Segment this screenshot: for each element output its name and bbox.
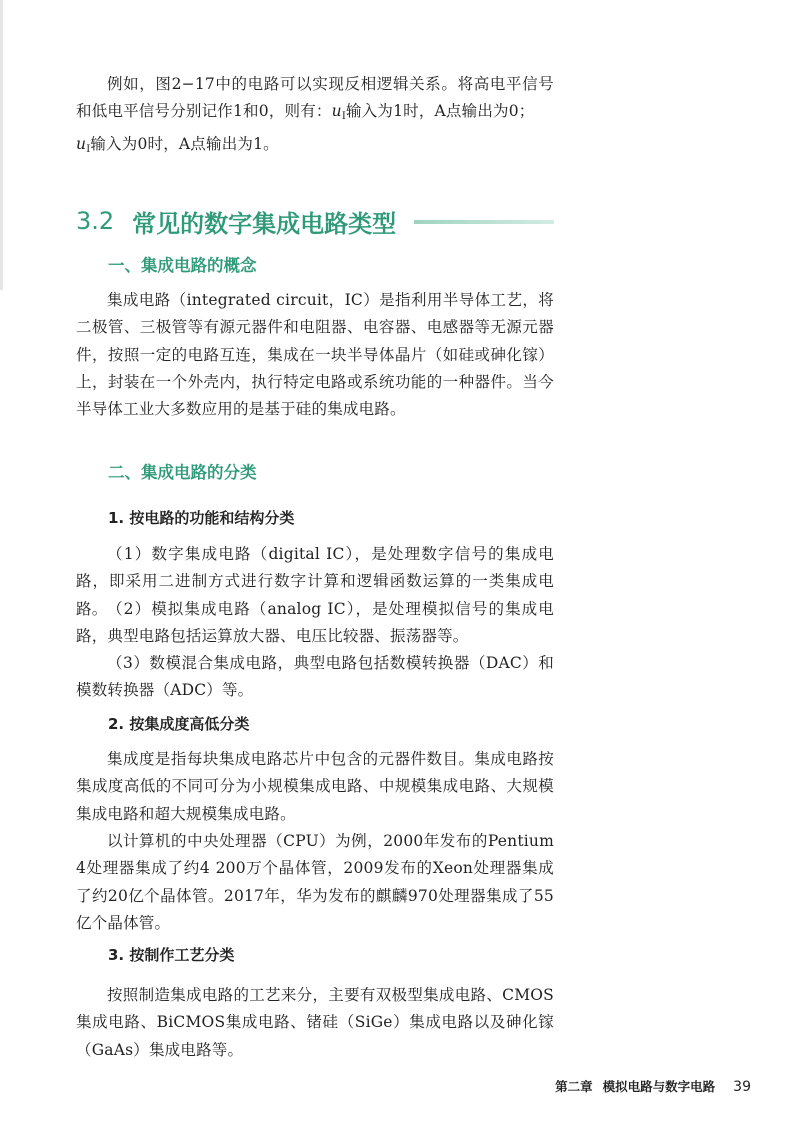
page-footer — [555, 1077, 751, 1095]
process-paragraph: 按照制造集成电路的工艺来分，主要有双极型集成电路、CMOS集成电路、BiCMOS集成电路、锗硅（SiGe）集成电路以及砷化镓（GaAs）集成电路等。 — [76, 986, 554, 1059]
section-rule — [414, 220, 554, 224]
heading-classification: 二、集成电路的分类 — [108, 463, 257, 482]
list-item-mixed-ic: （3）数模混合集成电路，典型电路包括数模转换器（DAC）和模数转换器（ADC）等。 — [76, 654, 554, 700]
intro-text-2: 输入为1时，A点输出为0； — [345, 102, 535, 121]
footer-chapter: 第二章 — [555, 1079, 593, 1094]
intro-text-3: 输入为0时，A点输出为1。 — [90, 134, 279, 153]
subheading-fabrication-process: 3. 按制作工艺分类 — [108, 946, 235, 964]
subheading-integration-level: 2. 按集成度高低分类 — [108, 715, 250, 733]
concept-paragraph: 集成电路（integrated circuit，IC）是指利用半导体工艺，将二极管、三极管等有源元器件和电阻器、电容器、电感器等无源元器件，按照一定的电路互连，集成在一块半导体晶片（如硅或砷化镓）上，封装在一个外壳内，执行特定电路或系统功能的一种器件。当今半导体工业大多数应用的是基于硅的集成电路。 — [76, 291, 554, 419]
input-variable-subscript: I — [86, 143, 91, 155]
intro-text-1: 例如，图2−17中的电路可以实现反相逻辑关系。将高电平信号和低电平信号分别记作1和0，则有： — [76, 75, 554, 121]
section-title: 常见的数字集成电路类型 — [132, 209, 397, 238]
input-variable: u — [331, 102, 342, 121]
page-number: 39 — [733, 1079, 751, 1095]
intro-paragraph — [76, 71, 554, 163]
list-item-analog-ic: （2）模拟集成电路（analog IC），是处理模拟信号的集成电路，典型电路包括运算放大器、电压比较器、振荡器等。 — [76, 600, 554, 646]
subheading-function-structure: 1. 按电路的功能和结构分类 — [108, 509, 295, 527]
page-edge-mark — [0, 0, 3, 290]
integration-paragraph: 集成度是指每块集成电路芯片中包含的元器件数目。集成电路按集成度高低的不同可分为小规模集成电路、中规模集成电路、大规模集成电路和超大规模集成电路。 — [76, 750, 554, 823]
input-variable-subscript: I — [341, 111, 346, 123]
section-number: 3.2 — [76, 207, 115, 235]
heading-concept: 一、集成电路的概念 — [108, 256, 257, 275]
cpu-example-paragraph: 以计算机的中央处理器（CPU）为例，2000年发布的Pentium 4处理器集成了约4 200万个晶体管，2009发布的Xeon处理器集成了约20亿个晶体管。2017年，华为发布的麒麟970处理器集成了55亿个晶体管。 — [76, 832, 554, 932]
input-variable: u — [76, 134, 87, 153]
footer-chapter-title: 模拟电路与数字电路 — [602, 1079, 716, 1094]
section-heading — [76, 203, 554, 239]
list-item-digital-ic: （1）数字集成电路（digital IC），是处理数字信号的集成电路，即采用二进制方式进行数字计算和逻辑函数运算的一类集成电路。 — [76, 545, 554, 618]
